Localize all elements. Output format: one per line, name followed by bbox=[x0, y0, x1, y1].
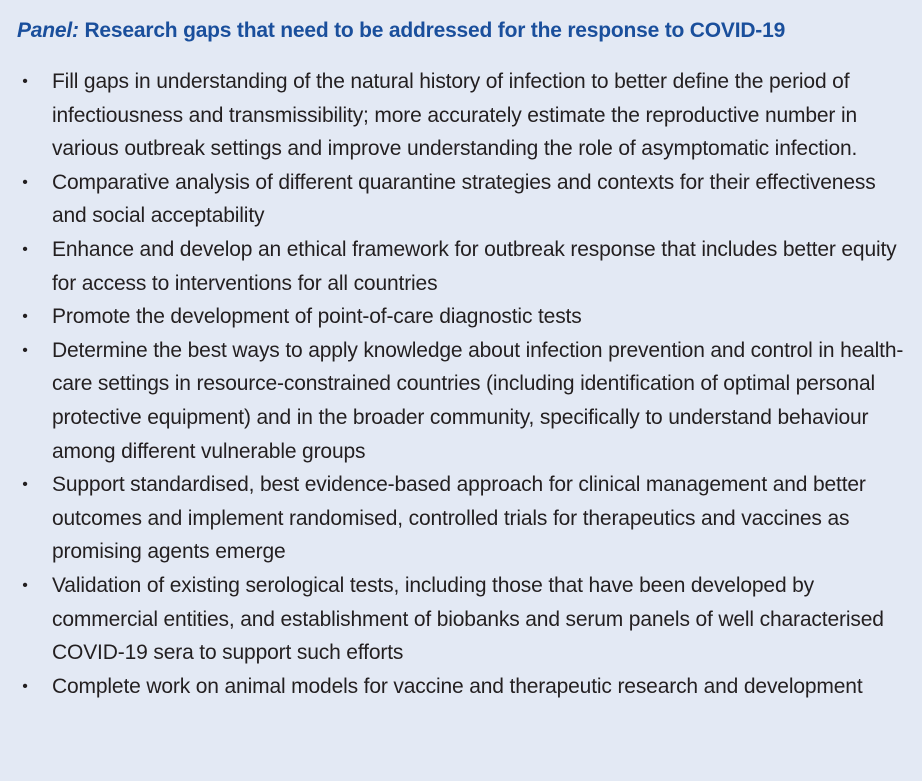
bullet-icon: • bbox=[22, 341, 28, 359]
list-item-text: Complete work on animal models for vaccine and therapeutic research and development bbox=[52, 674, 863, 698]
panel-title-text: Research gaps that need to be addressed for the response to COVID-19 bbox=[84, 19, 786, 42]
panel-label: Panel: bbox=[17, 19, 79, 42]
research-gaps-list bbox=[14, 65, 908, 703]
list-item bbox=[14, 670, 908, 704]
bullet-icon: • bbox=[22, 308, 28, 326]
list-item bbox=[14, 65, 908, 166]
bullet-icon: • bbox=[22, 240, 28, 258]
list-item-text: Enhance and develop an ethical framework for outbreak response that includes better equity for access to interventions for all countries bbox=[52, 237, 897, 295]
list-item bbox=[14, 233, 908, 300]
bullet-icon: • bbox=[22, 73, 28, 90]
bullet-icon: • bbox=[22, 476, 28, 494]
panel-title bbox=[14, 16, 908, 46]
list-item bbox=[14, 300, 908, 334]
list-item bbox=[14, 334, 908, 468]
list-item-text: Determine the best ways to apply knowledge about infection prevention and control in health-care settings in resource-constrained countries (including identification of optimal personal protective equipment) and in the broader community, specifically to understand behaviour among different vulnerable groups bbox=[52, 338, 904, 463]
list-item bbox=[14, 468, 908, 569]
list-item-text: Promote the development of point-of-care diagnostic tests bbox=[52, 305, 582, 329]
list-item-text: Validation of existing serological tests, including those that have been developed by commercial entities, and establishment of biobanks and serum panels of well characterised COVID-19 sera to support such efforts bbox=[52, 573, 884, 665]
list-item bbox=[14, 166, 908, 233]
bullet-icon: • bbox=[22, 173, 28, 191]
list-item bbox=[14, 569, 908, 670]
list-item-text: Fill gaps in understanding of the natural history of infection to better define the period of infectiousness and transmissibility; more accurately estimate the reproductive number in various outbreak settings and improve understanding the role of asymptomatic infection. bbox=[52, 70, 858, 161]
bullet-icon: • bbox=[22, 576, 28, 594]
list-item-text: Support standardised, best evidence-based approach for clinical management and better outcomes and implement randomised, controlled trials for therapeutics and vaccines as promising agents emerge bbox=[52, 473, 866, 564]
bullet-icon: • bbox=[22, 677, 28, 695]
list-item-text: Comparative analysis of different quarantine strategies and contexts for their effectiveness and social acceptability bbox=[52, 170, 876, 228]
